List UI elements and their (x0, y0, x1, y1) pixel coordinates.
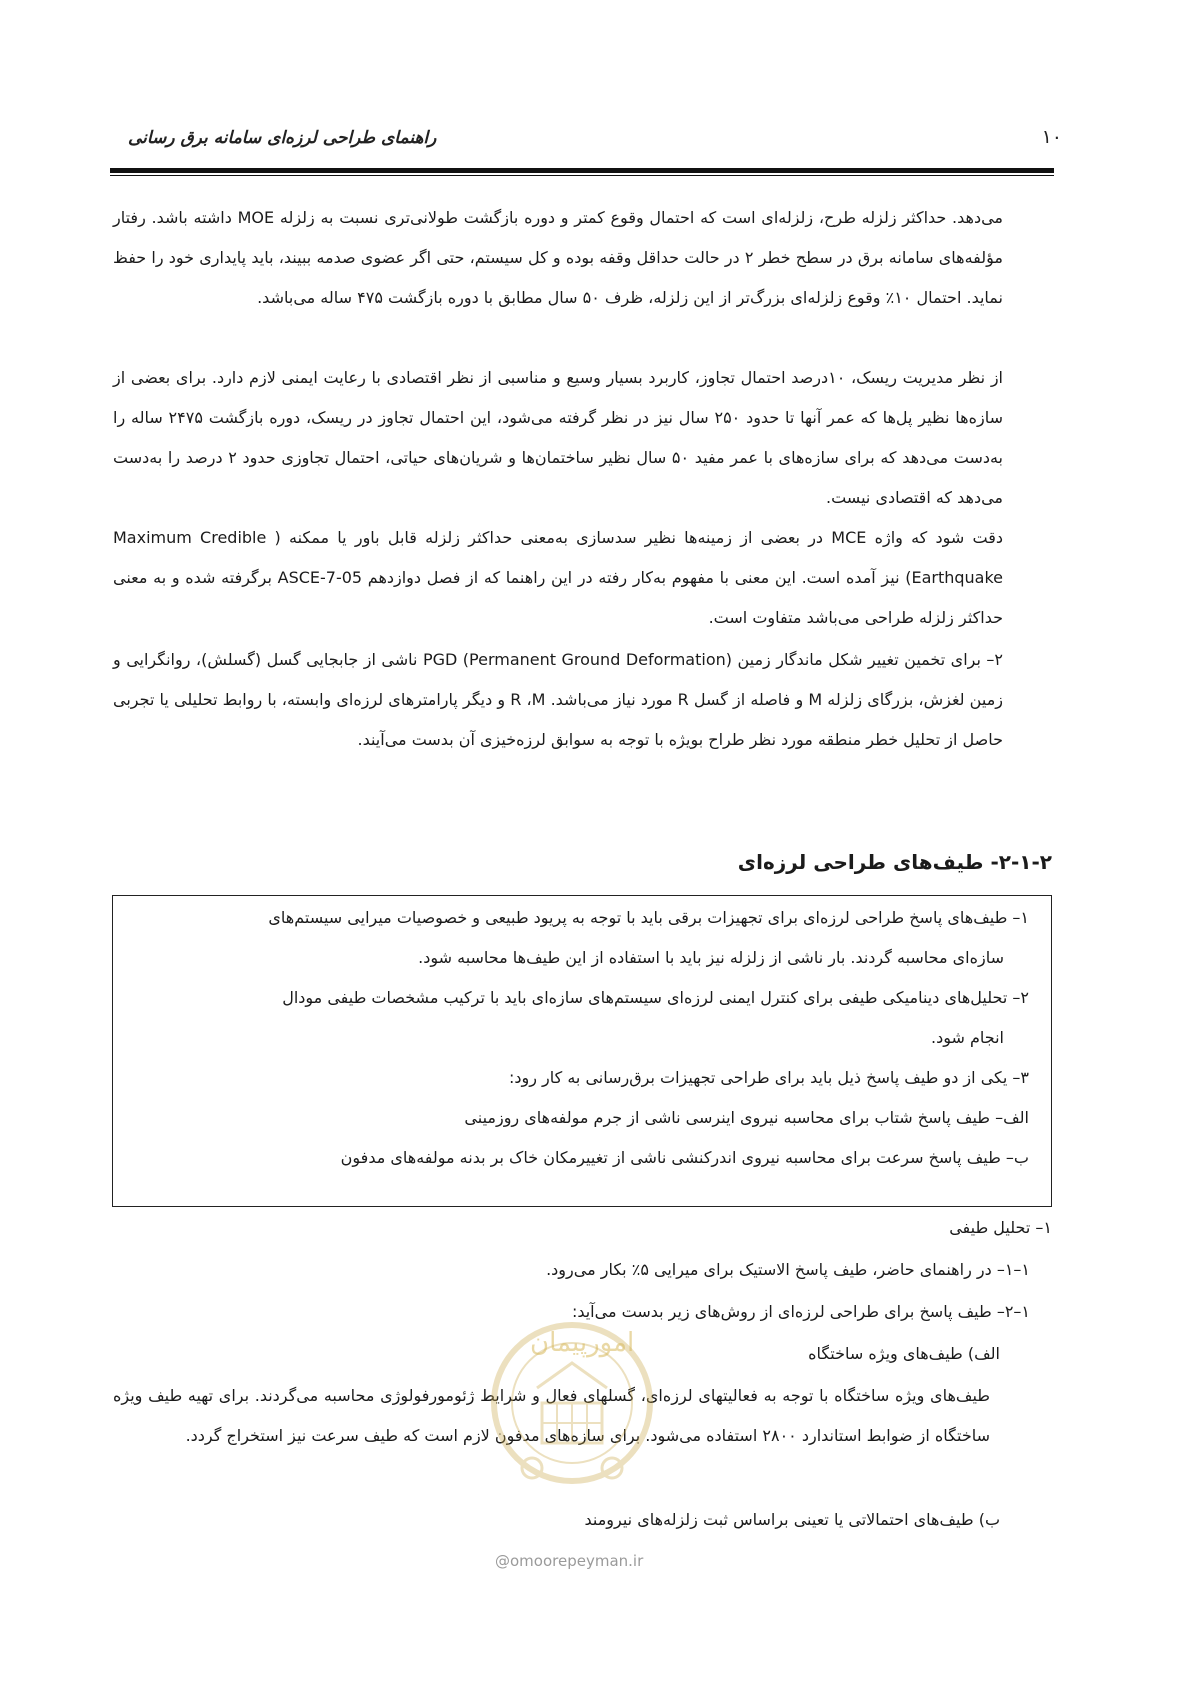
box-item-3: ۳– یکی از دو طیف پاسخ ذیل باید برای طراحی تجهیزات برق‌رسانی به کار رود: (508, 1068, 1029, 1087)
header-rule (110, 168, 1054, 173)
section-heading: ۲-۱-۲- طیف‌های طراحی لرزه‌ای (737, 850, 1052, 874)
page-number: ۱۰ (1041, 126, 1062, 148)
watermark-brand: امورپیمان (530, 1328, 635, 1358)
paragraph-mce-definition: می‌دهد. حداکثر زلزله طرح، زلزله‌ای است که احتمال وقوع کمتر و دوره بازگشت طولانی‌تری نسبت به زلزله MOE داشته باشد. رفتار مؤلفه‌های سامانه برق در سطح خطر ۲ در حالت حداقل وقفه بوده و کل سیستم، حتی اگر عضوی صدمه ببیند، باید پایداری خود را حفظ نماید. احتمال ۱۰٪ وقوع زلزله‌ای بزرگ‌تر از این زلزله، ظرف ۵۰ سال مطابق با دوره بازگشت ۴۷۵ ساله می‌باشد. (113, 208, 1003, 307)
spectral-analysis-title: ۱– تحلیل طیفی (949, 1218, 1052, 1237)
box-item-2-cont: انجام شود. (931, 1028, 1004, 1047)
requirements-box (112, 895, 1052, 1207)
paragraph-mce-note: دقت شود که واژه MCE در بعضی از زمینه‌ها نظیر سدسازی به‌معنی حداکثر زلزله قابل باور یا ممکنه ( Maximum Credible Earthquake) نیز آمده است. این معنی با مفهوم به‌کار رفته در این راهنما که از فصل دوازدهم ASCE-7-05 برگرفته شده و به معنی حداکثر زلزله طراحی می‌باشد متفاوت است. (113, 528, 1004, 627)
running-header-title: راهنمای طراحی لرزه‌ای سامانه برق رسانی (128, 128, 437, 148)
box-item-3-a: الف– طیف پاسخ شتاب برای محاسبه نیروی اینرسی ناشی از جرم مولفه‌های روزمینی (464, 1108, 1029, 1127)
paragraph-risk-management: از نظر مدیریت ریسک، ۱۰درصد احتمال تجاوز، کاربرد بسیار وسیع و مناسبی از نظر اقتصادی با رعایت ایمنی لازم دارد. برای بعضی از سازه‌ها نظیر پل‌ها که عمر آنها تا حدود ۲۵۰ سال نیز در نظر گرفته می‌شود، این احتمال تجاوز در ریسک، دوره بازگشت ۲۴۷۵ ساله را به‌دست می‌دهد که برای سازه‌های با عمر مفید ۵۰ سال نظیر ساختمان‌ها و شریان‌های حیاتی، احتمال تجاوزی حدود ۲ درصد را به‌دست می‌دهد که اقتصادی نیست. (113, 368, 1004, 507)
header-rule-thin (110, 175, 1054, 176)
watermark-site: @omoorepeyman.ir (495, 1552, 644, 1570)
site-specific-text: طیف‌های ویژه ساختگاه با توجه به فعالیتهای لرزه‌ای، گسلهای فعال و شرایط ژئومورفولوژی محاسبه می‌گردند. برای تهیه طیف ویژه ساختگاه از ضوابط استاندارد ۲۸۰۰ استفاده می‌شود. برای سازه‌های مدفون لازم است که طیف سرعت نیز استخراج گردد. (113, 1386, 990, 1445)
box-item-1: ۱– طیف‌های پاسخ طراحی لرزه‌ای برای تجهیزات برقی باید با توجه به پریود طبیعی و خصوصیات میرایی سیستم‌های (268, 908, 1029, 927)
box-item-1-cont: سازه‌ای محاسبه گردند. بار ناشی از زلزله نیز باید با استفاده از این طیف‌ها محاسبه شود. (418, 948, 1004, 967)
spectral-item-1-2: ۱–۲– طیف پاسخ برای طراحی لرزه‌ای از روش‌های زیر بدست می‌آید: (571, 1302, 1030, 1321)
site-specific-title: الف) طیف‌های ویژه ساختگاه (808, 1344, 1000, 1363)
box-item-3-b: ب– طیف پاسخ سرعت برای محاسبه نیروی اندرکنشی ناشی از تغییرمکان خاک بر بدنه مولفه‌های مدفون (340, 1148, 1029, 1167)
spectral-item-1-1: ۱–۱– در راهنمای حاضر، طیف پاسخ الاستیک برای میرایی ۵٪ بکار می‌رود. (546, 1260, 1030, 1279)
list-item-pgd: ۲– برای تخمین تغییر شکل ماندگار زمین PGD (Permanent Ground Deformation) ناشی از جابجایی گسل (گسلش)، روانگرایی و زمین لغزش، بزرگای زلزله M و فاصله از گسل R مورد نیاز می‌باشد. R ،M و دیگر پارامترهای لرزه‌ای وابسته، با روابط تحلیلی یا تجربی حاصل از تحلیل خطر منطقه مورد نظر طراح بویژه با توجه به سوابق لرزه‌خیزی آن بدست می‌آیند. (113, 650, 1003, 749)
probabilistic-title: ب) طیف‌های احتمالاتی یا تعینی براساس ثبت زلزله‌های نیرومند (584, 1510, 1000, 1529)
box-item-2: ۲– تحلیل‌های دینامیکی طیفی برای کنترل ایمنی لرزه‌ای سیستم‌های سازه‌ای باید با ترکیب مشخصات طیفی مودال (282, 988, 1029, 1007)
